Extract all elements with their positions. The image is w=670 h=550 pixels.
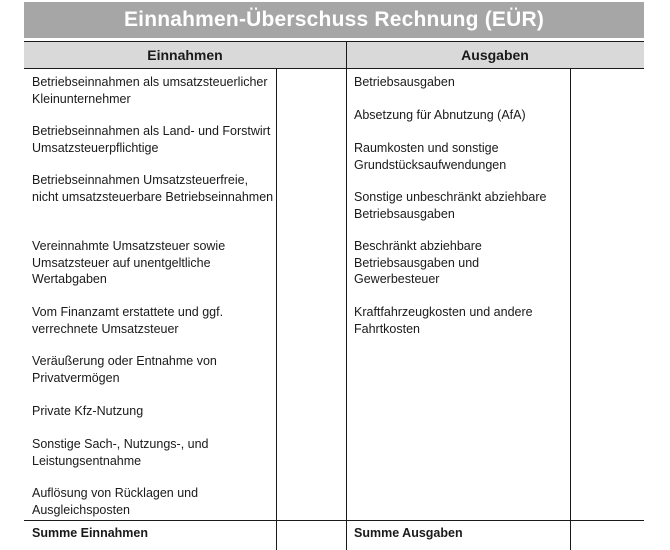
- column-header-ausgaben: Ausgaben: [461, 47, 529, 63]
- einnahmen-item: Veräußerung oder Entnahme von Privatvermögen: [32, 354, 217, 385]
- einnahmen-item: Vom Finanzamt erstattete und ggf. verrechnete Umsatzsteuer: [32, 305, 224, 336]
- header-bottom-divider: [24, 68, 644, 69]
- summe-ausgaben-label: Summe Ausgaben: [354, 526, 463, 540]
- header-top-divider: [24, 41, 644, 42]
- einnahmen-item: Betriebseinnahmen als Land- und Forstwirt Umsatzsteuerpflichtige: [32, 124, 271, 155]
- ausgaben-item: Kraftfahrzeugkosten und andere Fahrtkosten: [354, 305, 533, 336]
- einnahmen-item: Sonstige Sach-, Nutzungs-, und Leistungsentnahme: [32, 437, 209, 468]
- einnahmen-item: Private Kfz-Nutzung: [32, 404, 144, 418]
- einnahmen-item: Betriebseinnahmen Umsatzsteuerfreie, nicht umsatzsteuerbare Betriebseinnahmen: [32, 173, 274, 204]
- summe-einnahmen-label: Summe Einnahmen: [32, 526, 148, 540]
- ausgaben-item: Absetzung für Abnutzung (AfA): [354, 108, 526, 122]
- right-amount-divider: [570, 69, 571, 550]
- einnahmen-item: Vereinnahmte Umsatzsteuer sowie Umsatzsteuer auf unentgeltliche Wertabgaben: [32, 239, 226, 286]
- page-title: Einnahmen-Überschuss Rechnung (EÜR): [123, 8, 545, 31]
- left-amount-divider: [276, 69, 277, 550]
- ausgaben-item: Sonstige unbeschränkt abziehbare Betriebsausgaben: [354, 190, 547, 221]
- column-header-einnahmen: Einnahmen: [147, 47, 223, 63]
- totals-divider: [24, 520, 644, 521]
- ausgaben-item: Betriebsausgaben: [354, 75, 455, 89]
- center-divider: [346, 42, 347, 550]
- title-bar: [24, 2, 644, 38]
- einnahmen-item: Betriebseinnahmen als umsatzsteuerlicher Kleinunternehmer: [32, 75, 268, 106]
- ausgaben-item: Raumkosten und sonstige Grundstücksaufwendungen: [354, 141, 507, 172]
- ausgaben-item: Beschränkt abziehbare Betriebsausgaben und Gewerbesteuer: [354, 239, 482, 286]
- einnahmen-item: Auflösung von Rücklagen und Ausgleichsposten: [32, 486, 199, 517]
- table-header-row: [24, 42, 644, 68]
